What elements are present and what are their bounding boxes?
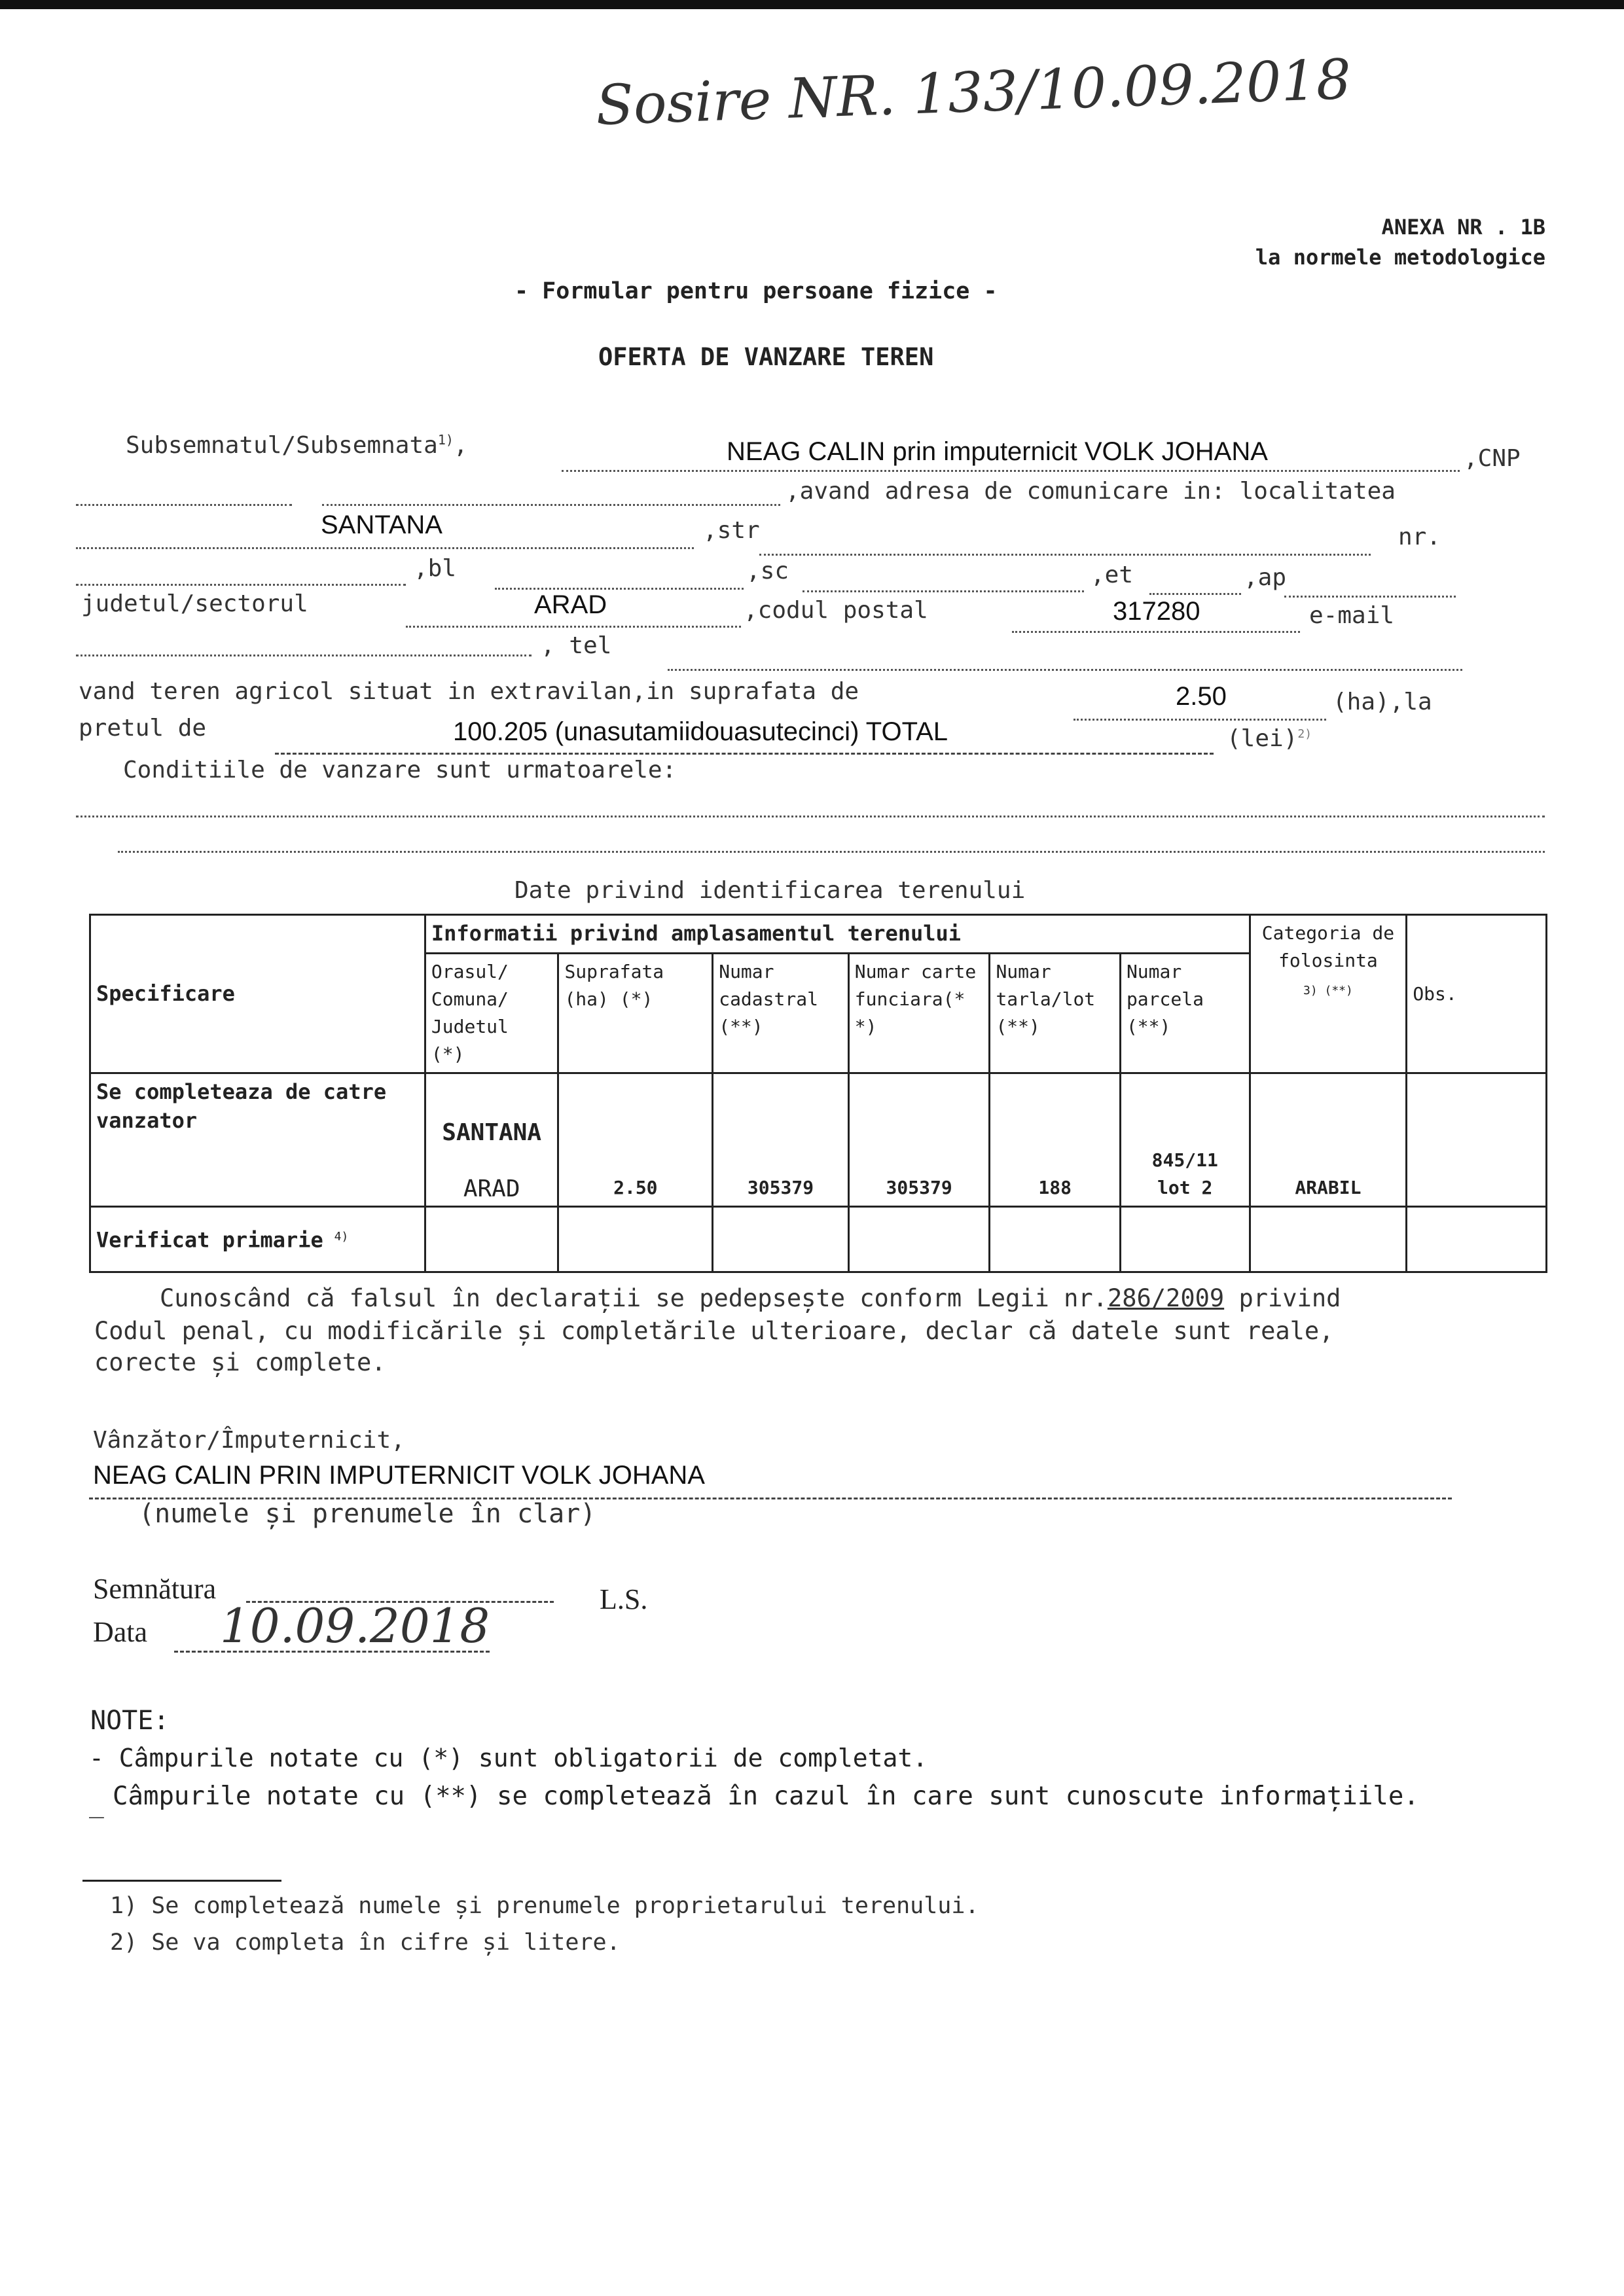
primarie-cell-parcela[interactable] xyxy=(1120,1207,1250,1272)
table-caption: Date privind identificarea terenului xyxy=(514,877,1026,904)
header-carte-funciara: Numar carte funciara(* *) xyxy=(848,954,990,1073)
label-subsemnatul: Subsemnatul/Subsemnata$^{1)}$, xyxy=(126,432,468,459)
sc-field-line xyxy=(803,590,1084,592)
footnote-1-ref: 1) xyxy=(437,432,454,448)
field-suprafata[interactable]: 2.50 xyxy=(1176,682,1227,711)
label-ap: ,ap xyxy=(1244,564,1287,591)
header-info-amplasament: Informatii privind amplasamentul terenului xyxy=(425,915,1250,954)
nr-field-line xyxy=(76,584,406,586)
declaration-line-1: Cunoscând că falsul în declarații se pedepsește conform Legii nr.286/2009 privind xyxy=(160,1284,1341,1312)
cnp-field-line xyxy=(76,504,292,506)
label-tel: , tel xyxy=(541,632,612,659)
label-sc: ,sc xyxy=(746,558,789,584)
cell-parcela-numar: 845/11 xyxy=(1151,1149,1218,1171)
data-label: Data xyxy=(93,1616,148,1648)
judetul-field-line xyxy=(406,626,741,628)
note-title: NOTE: xyxy=(90,1706,170,1736)
footnote-4-ref: 4) xyxy=(334,1230,349,1244)
header-specificare: Specificare xyxy=(90,915,425,1073)
primarie-cell-cadastral[interactable] xyxy=(713,1207,849,1272)
semnatura-label: Semnătura xyxy=(93,1573,217,1605)
cell-cadastral[interactable]: 305379 xyxy=(713,1073,849,1207)
lege-number: 286/2009 xyxy=(1107,1284,1225,1312)
tel-field-line xyxy=(668,669,1462,671)
str-field-line xyxy=(759,554,1371,556)
note-item-1: - Câmpurile notate cu (*) sunt obligatorii de completat. xyxy=(89,1744,928,1772)
annex-number: ANEXA NR . 1B xyxy=(1381,215,1545,240)
conditii-line-1 xyxy=(76,816,1545,817)
vanzator-name[interactable]: NEAG CALIN PRIN IMPUTERNICIT VOLK JOHANA xyxy=(93,1461,705,1490)
label-cnp: ,CNP xyxy=(1464,445,1521,472)
primarie-cell-obs[interactable] xyxy=(1407,1207,1547,1272)
localitate-field-line xyxy=(76,547,694,549)
cell-oras-localitate: SANTANA xyxy=(442,1119,542,1146)
land-identification-table xyxy=(89,914,1547,1273)
field-judetul[interactable]: ARAD xyxy=(534,590,607,619)
footnote-divider xyxy=(82,1880,281,1882)
cell-carte-funciara[interactable]: 305379 xyxy=(848,1073,990,1207)
header-oras: Orasul/ Comuna/ Judetul (*) xyxy=(425,954,558,1073)
label-email: e-mail xyxy=(1309,602,1395,629)
cell-oras-judet: ARAD xyxy=(463,1175,520,1202)
bl-field-line xyxy=(495,588,744,590)
cell-oras[interactable] xyxy=(425,1073,558,1207)
label-nr: nr. xyxy=(1398,524,1441,550)
label-et: ,et xyxy=(1091,562,1134,588)
label-codul-postal: ,codul postal xyxy=(744,597,928,624)
declaration-line-3: corecte și complete. xyxy=(94,1348,386,1376)
handwritten-date[interactable]: 10.09.2018 xyxy=(220,1598,490,1653)
primarie-cell-oras[interactable] xyxy=(425,1207,558,1272)
suprafata-field-line xyxy=(1074,719,1326,721)
label-pretul: pretul de xyxy=(79,715,207,742)
primarie-cell-carte[interactable] xyxy=(848,1207,990,1272)
label-conditiile: Conditiile de vanzare sunt urmatoarele: xyxy=(123,757,677,783)
label-str: ,str xyxy=(703,517,760,544)
field-nume[interactable]: NEAG CALIN prin imputernicit VOLK JOHANA xyxy=(727,437,1268,466)
primarie-cell-suprafata[interactable] xyxy=(558,1207,713,1272)
row-primarie-label: Verificat primarie $^{4)}$ xyxy=(90,1207,425,1272)
vanzator-caption: (numele și prenumele în clar) xyxy=(139,1499,596,1529)
header-cadastral: Numar cadastral (**) xyxy=(713,954,849,1073)
pret-field-line xyxy=(275,753,1214,755)
header-obs: Obs. xyxy=(1407,915,1547,1073)
cell-tarla[interactable]: 188 xyxy=(990,1073,1121,1207)
handwritten-registration-note: Sosire NR. 133/10.09.2018 xyxy=(594,46,1352,138)
ls-label: L.S. xyxy=(600,1583,648,1615)
form-subtitle: - Formular pentru persoane fizice - xyxy=(514,278,998,304)
field-pret[interactable]: 100.205 (unasutamiidouasutecinci) TOTAL xyxy=(453,717,948,746)
primarie-cell-categoria[interactable] xyxy=(1250,1207,1407,1272)
label-ha-la: (ha),la xyxy=(1333,689,1432,715)
cell-parcela-lot: lot 2 xyxy=(1157,1177,1213,1198)
label-adresa: ,avand adresa de comunicare in: localitatea xyxy=(785,478,1396,505)
email-field-line xyxy=(76,655,532,656)
primarie-cell-tarla[interactable] xyxy=(990,1207,1121,1272)
label-bl: ,bl xyxy=(414,555,457,582)
cell-parcela[interactable] xyxy=(1120,1073,1250,1207)
header-categoria: Categoria de folosinta 3) (**) xyxy=(1250,915,1407,1073)
et-field-line xyxy=(1149,593,1241,595)
field-localitatea[interactable]: SANTANA xyxy=(321,511,442,539)
cod-postal-field-line xyxy=(1012,631,1300,633)
scan-edge xyxy=(0,0,1624,9)
note-item-2: Câmpurile notate cu (**) se completează în cazul în care sunt cunoscute informațiile. xyxy=(113,1782,1419,1811)
row-vanzator-label: Se completeaza de catre vanzator xyxy=(90,1073,425,1207)
note-item-dash: _ xyxy=(89,1789,104,1818)
header-tarla-lot: Numar tarla/lot (**) xyxy=(990,954,1121,1073)
cell-categoria[interactable]: ARABIL xyxy=(1250,1073,1407,1207)
declaration-line-2: Codul penal, cu modificările și completările ulterioare, declar că datele sunt reale, xyxy=(94,1317,1334,1345)
name-field-line xyxy=(562,470,1460,472)
cnp-field-line-2 xyxy=(322,504,780,506)
label-judetul: judetul/sectorul xyxy=(81,590,308,617)
label-lei: (lei)$^{2)}$ xyxy=(1227,725,1312,752)
footnote-2: 2) Se va completa în cifre și litere. xyxy=(110,1929,621,1956)
cell-obs[interactable] xyxy=(1407,1073,1547,1207)
field-cod-postal[interactable]: 317280 xyxy=(1113,597,1200,626)
ap-field-line xyxy=(1284,596,1456,598)
annex-subtitle: la normele metodologice xyxy=(1255,245,1545,270)
vanzator-label: Vânzător/Împuternicit, xyxy=(93,1427,405,1454)
header-parcela: Numar parcela (**) xyxy=(1120,954,1250,1073)
cell-suprafata[interactable]: 2.50 xyxy=(558,1073,713,1207)
footnote-2-ref: 2) xyxy=(1297,727,1312,741)
form-title: OFERTA DE VANZARE TEREN xyxy=(598,343,934,371)
footnote-1: 1) Se completează numele și prenumele proprietarului terenului. xyxy=(110,1893,979,1919)
conditii-line-2 xyxy=(118,851,1545,853)
label-vand-teren: vand teren agricol situat in extravilan,in suprafata de xyxy=(79,678,859,705)
header-suprafata: Suprafata (ha) (*) xyxy=(558,954,713,1073)
